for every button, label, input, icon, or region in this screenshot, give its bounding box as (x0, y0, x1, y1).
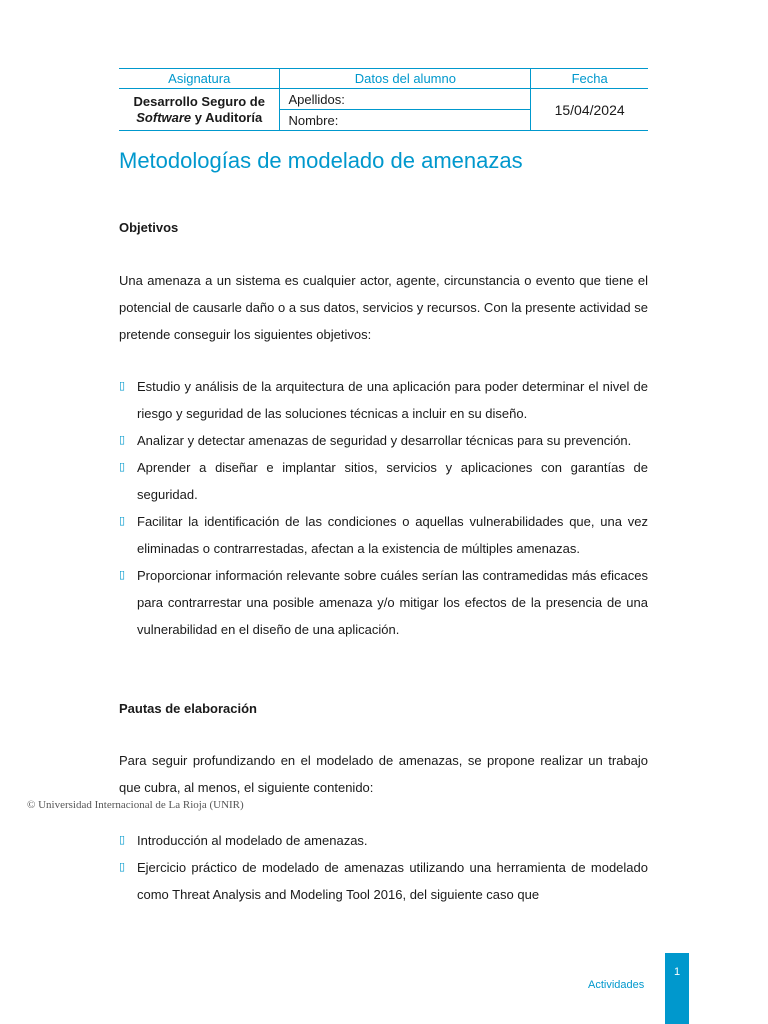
copyright-notice: © Universidad Internacional de La Rioja (UNIR) (27, 799, 244, 811)
list-item-text: Facilitar la identificación de las condiciones o aquellas vulnerabilidades que, una vez eliminadas o contrarrestadas, afectan a la existencia de múltiples amenazas. (137, 514, 648, 556)
objectives-heading: Objetivos (119, 220, 179, 235)
footer-section-label: Actividades (588, 979, 645, 991)
square-bullet-icon: ▯ (119, 515, 126, 527)
square-bullet-icon: ▯ (119, 569, 126, 581)
square-bullet-icon: ▯ (119, 461, 126, 473)
guidelines-intro: Para seguir profundizando en el modelado de amenazas, se propone realizar un trabajo que cubra, al menos, el siguiente contenido: (119, 753, 648, 795)
header-col-subject: Asignatura (119, 69, 280, 89)
date-cell: 15/04/2024 (531, 89, 648, 131)
surname-field: Apellidos: (280, 89, 531, 110)
page-number: 1 (673, 966, 681, 978)
guidelines-list (119, 827, 648, 908)
list-item (119, 454, 648, 508)
header-col-date: Fecha (531, 69, 648, 89)
list-item-text: Analizar y detectar amenazas de seguridad y desarrollar técnicas para su prevención. (137, 433, 632, 448)
objectives-intro: Una amenaza a un sistema es cualquier actor, agente, circunstancia o evento que tiene el potencial de causarle daño o a sus datos, servicios y recursos. Con la presente actividad se pretende conseguir los siguientes objetivos: (119, 273, 648, 342)
page-title: Metodologías de modelado de amenazas (119, 148, 523, 173)
square-bullet-icon: ▯ (119, 861, 126, 873)
guidelines-heading: Pautas de elaboración (119, 701, 257, 716)
square-bullet-icon: ▯ (119, 380, 126, 392)
subject-line2: y Auditoría (191, 109, 263, 125)
subject-italic-word: Software (136, 109, 192, 125)
header-col-student: Datos del alumno (280, 69, 531, 89)
list-item-text: Estudio y análisis de la arquitectura de una aplicación para poder determinar el nivel de riesgo y seguridad de las soluciones técnicas a incluir en su diseño. (137, 379, 648, 421)
list-item (119, 427, 648, 454)
list-item (119, 373, 648, 427)
list-item-text: Aprender a diseñar e implantar sitios, servicios y aplicaciones con garantías de seguridad. (137, 460, 648, 502)
subject-cell (119, 89, 280, 131)
list-item (119, 562, 648, 643)
list-item-text: Ejercicio práctico de modelado de amenazas utilizando una herramienta de modelado como Threat Analysis and Modeling Tool 2016, del siguiente caso que (137, 860, 648, 902)
square-bullet-icon: ▯ (119, 434, 126, 446)
list-item-text: Introducción al modelado de amenazas. (137, 833, 368, 848)
list-item-text: Proporcionar información relevante sobre cuáles serían las contramedidas más eficaces para contrarrestar una posible amenaza y/o mitigar los efectos de la presencia de una vulnerabilidad en el diseño de una aplicación. (137, 568, 648, 637)
subject-line1: Desarrollo Seguro de (133, 93, 265, 109)
objectives-list (119, 373, 648, 643)
list-item (119, 508, 648, 562)
list-item (119, 854, 648, 908)
header-table (119, 68, 648, 131)
page-number-tab (665, 953, 689, 1024)
square-bullet-icon: ▯ (119, 834, 126, 846)
name-field: Nombre: (280, 110, 531, 131)
list-item (119, 827, 648, 854)
